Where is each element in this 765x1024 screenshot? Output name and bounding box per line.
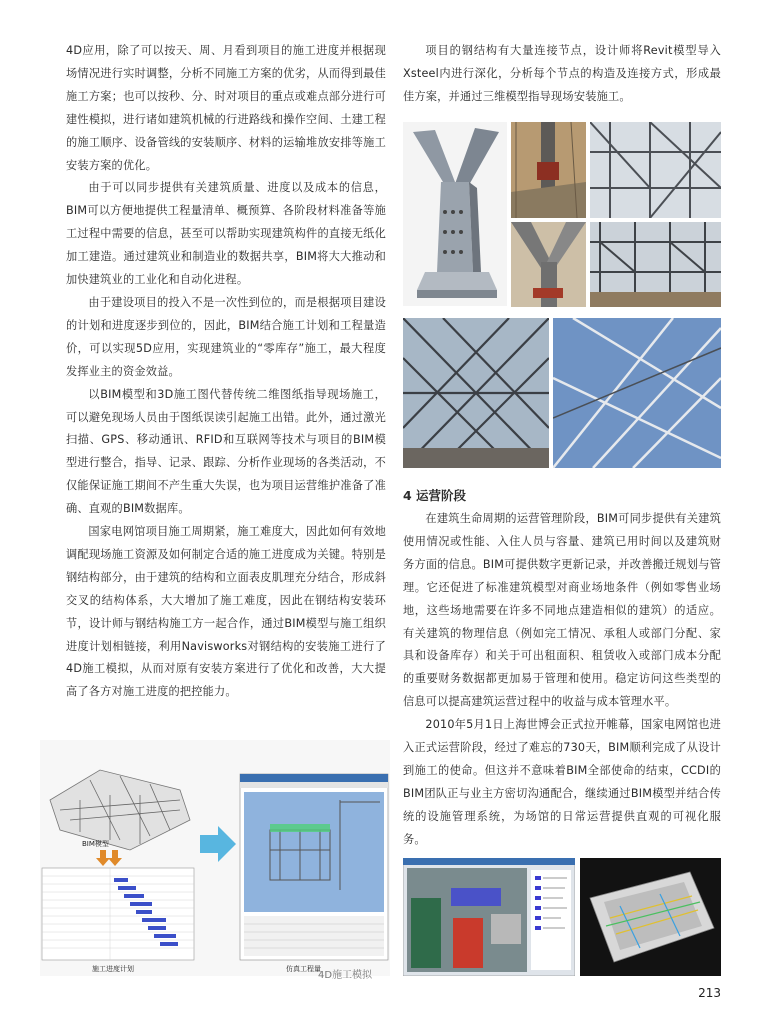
simulation-software-window xyxy=(240,774,388,960)
left-paragraph-2: 由于可以同步提供有关建筑质量、进度以及成本的信息，BIM可以方便地提供工程量清单、概预算、各阶段材料准备等施工过程中需要的信息，甚至可以帮助实现建筑构件的直接无纸化加工建造。通过建筑业和制造业的数据共享，BIM将大大推动和加快建筑业的工业化和自动化进程。 xyxy=(66,181,386,287)
left-paragraph-4: 以BIM模型和3D施工图代替传统二维图纸指导现场施工，可以避免现场人员由于图纸误读引起施工出错。此外，通过激光扫描、GPS、移动通讯、RFID和互联网等技术与项目的BIM模型进行整合，指导、记录、跟踪、分析作业现场的各类活动，不仅能保证施工期间不产生重大失误，也为项目运营维护准备了准确、直观的BIM数据库。 xyxy=(66,387,386,516)
label-schedule: 施工进度计划 xyxy=(92,965,134,973)
steel-node-model-photo xyxy=(403,122,507,306)
building-plan-render xyxy=(580,858,721,976)
right-arrow-icon xyxy=(200,826,236,862)
construction-schedule-gantt xyxy=(42,868,194,960)
right-column-top xyxy=(403,40,721,109)
site-photo-steel-frame xyxy=(590,122,721,218)
left-paragraph-3: 由于建设项目的投入不是一次性到位的，而是根据项目建设的计划和进度逐步到位的，因此，BIM结合施工计划和工程量造价，可以实现5D应用，实现建筑业的“零库存”施工，最大程度发挥业主的资金效益。 xyxy=(66,295,386,378)
left-column xyxy=(66,40,386,704)
left-paragraph-5: 国家电网馆项目施工周期紧，施工难度大，因此如何有效地调配现场施工资源及如何制定合适的施工进度成为关键。特别是钢结构部分，由于建筑的结构和立面表皮肌理充分结合，形成斜交叉的结构体系，大大增加了施工难度，因此在钢结构安装环节，设计师与钢结构施工方一起合作，通过BIM模型与施工组织进度计划相链接，利用Navisworks对钢结构的安装施工进行了4D施工模拟，从而对原有安装方案进行了优化和改善，大大提高了各方对施工进度的把控能力。 xyxy=(66,525,386,699)
label-simulation: 仿真工程量 xyxy=(286,965,321,973)
site-photo-lattice-sky xyxy=(553,318,721,468)
bim-model-render xyxy=(50,770,190,850)
site-photo-column-base xyxy=(511,122,586,218)
figure-4d-caption: 4D施工模拟 xyxy=(318,970,373,981)
section-4-paragraph-1: 在建筑生命周期的运营管理阶段，BIM可同步提供有关建筑使用情况或性能、入住人员与容量、建筑已用时间以及建筑财务方面的信息。BIM可提供数字更新记录，并改善搬迁规划与管理。它还促进了标准建筑模型对商业场地条件（例如零售业场地，这些场地需要在许多不同地点建造相似的建筑）的适应。有关建筑的物理信息（例如完工情况、承租人或部门分配、家具和设备库存）和关于可出租面积、租赁收入或部门成本分配的重要财务数据都更加易于管理和使用。稳定访问这些类型的信息可以提高建筑运营过程中的收益与成本管理水平。 xyxy=(403,512,721,709)
left-paragraph-1: 4D应用，除了可以按天、周、月看到项目的施工进度并根据现场情况进行实时调整，分析不同施工方案的优劣，从而得到最佳施工方案；也可以按秒、分、时对项目的重点或难点部分进行可建性模拟，进行诸如建筑机械的行进路线和操作空间、土建工程的施工顺序、设备管线的安装顺序、材料的运输堆放安排等施工安装方案的优化。 xyxy=(66,44,386,172)
site-photo-steel-node xyxy=(511,222,586,307)
right-paragraph-steel: 项目的钢结构有大量连接节点，设计师将Revit模型导入Xsteel内进行深化，分析每个节点的构造及连接方式，形成最佳方案，并通过三维模型指导现场安装施工。 xyxy=(403,44,721,103)
facility-management-screenshot xyxy=(403,858,575,976)
section-4-heading: 4 运营阶段 xyxy=(403,488,467,503)
figure-4d-simulation xyxy=(40,740,390,976)
site-photo-lattice-interior xyxy=(403,318,549,468)
site-photo-scaffold xyxy=(590,222,721,307)
section-4-paragraph-2: 2010年5月1日上海世博会正式拉开帷幕，国家电网馆也进入正式运营阶段，经过了难忘的730天，BIM顺利完成了从设计到施工的使命。但这并不意味着BIM全部使命的结束，CCDI的BIM团队正与业主方密切沟通配合，继续通过BIM模型并结合传统的设施管理系统，为场馆的日常运营提供直观的可视化服务。 xyxy=(403,718,721,846)
label-bim-model: BIM模型 xyxy=(82,840,109,848)
page-number: 213 xyxy=(698,986,721,1000)
section-4 xyxy=(403,486,721,852)
